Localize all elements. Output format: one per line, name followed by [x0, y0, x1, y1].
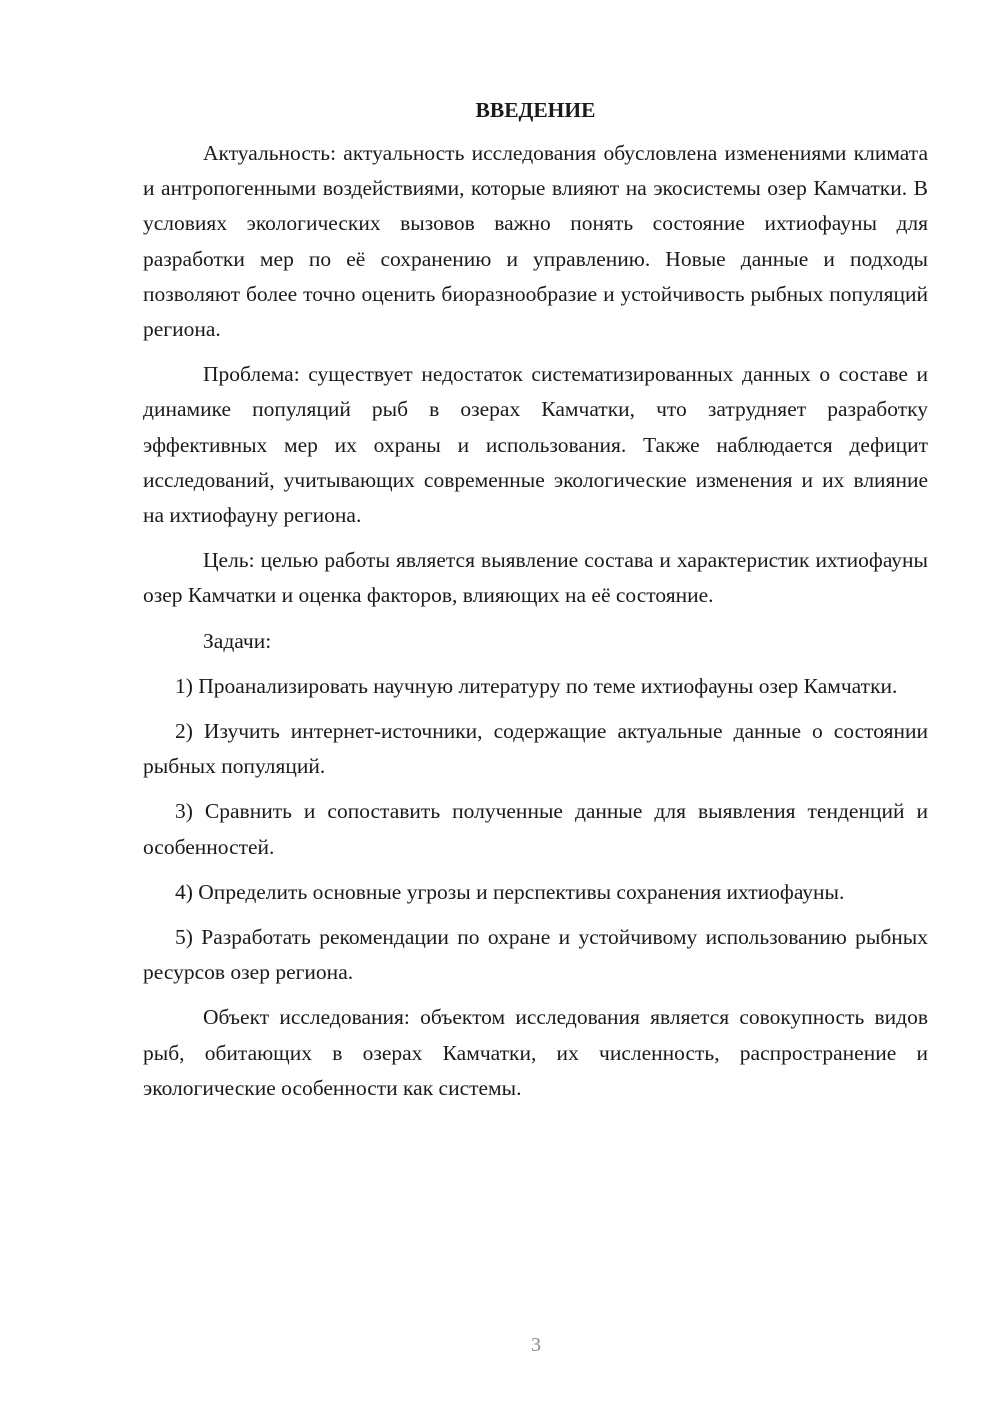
page-content [143, 95, 928, 1116]
tasks-heading: Задачи: [203, 628, 272, 653]
section-title: ВВЕДЕНИЕ [475, 98, 596, 122]
paragraph-relevance: Актуальность: актуальность исследования обусловлена изменениями климата и антропогенными воздействиями, которые влияют на экосистемы озер Камчатки. В условиях экологических вызовов важно понять состояние ихтиофауны для разработки мер по её сохранению и управлению. Новые данные и подходы позволяют более точно оценить биоразнообразие и устойчивость рыбных популяций региона. [143, 141, 928, 342]
page-number: 3 [531, 1334, 541, 1356]
task-item-1: 1) Проанализировать научную литературу по теме ихтиофауны озер Камчатки. [175, 673, 898, 698]
paragraph-object: Объект исследования: объектом исследования является совокупность видов рыб, обитающих в озерах Камчатки, их численность, распространение и экологические особенности как системы. [143, 1005, 928, 1100]
paragraph-goal: Цель: целью работы является выявление состава и характеристик ихтиофауны озер Камчатки и оценка факторов, влияющих на её состояние. [143, 548, 928, 608]
task-item-4: 4) Определить основные угрозы и перспективы сохранения ихтиофауны. [175, 879, 845, 904]
task-item-5: 5) Разработать рекомендации по охране и устойчивому использованию рыбных ресурсов озер региона. [143, 925, 928, 985]
task-item-3: 3) Сравнить и сопоставить полученные данные для выявления тенденций и особенностей. [143, 799, 928, 859]
paragraph-problem: Проблема: существует недостаток систематизированных данных о составе и динамике популяций рыб в озерах Камчатки, что затрудняет разработку эффективных мер их охраны и использования. Также наблюдается дефицит исследований, учитывающих современные экологические изменения и их влияние на ихтиофауну региона. [143, 362, 928, 528]
task-item-2: 2) Изучить интернет-источники, содержащие актуальные данные о состоянии рыбных популяций. [143, 719, 928, 779]
